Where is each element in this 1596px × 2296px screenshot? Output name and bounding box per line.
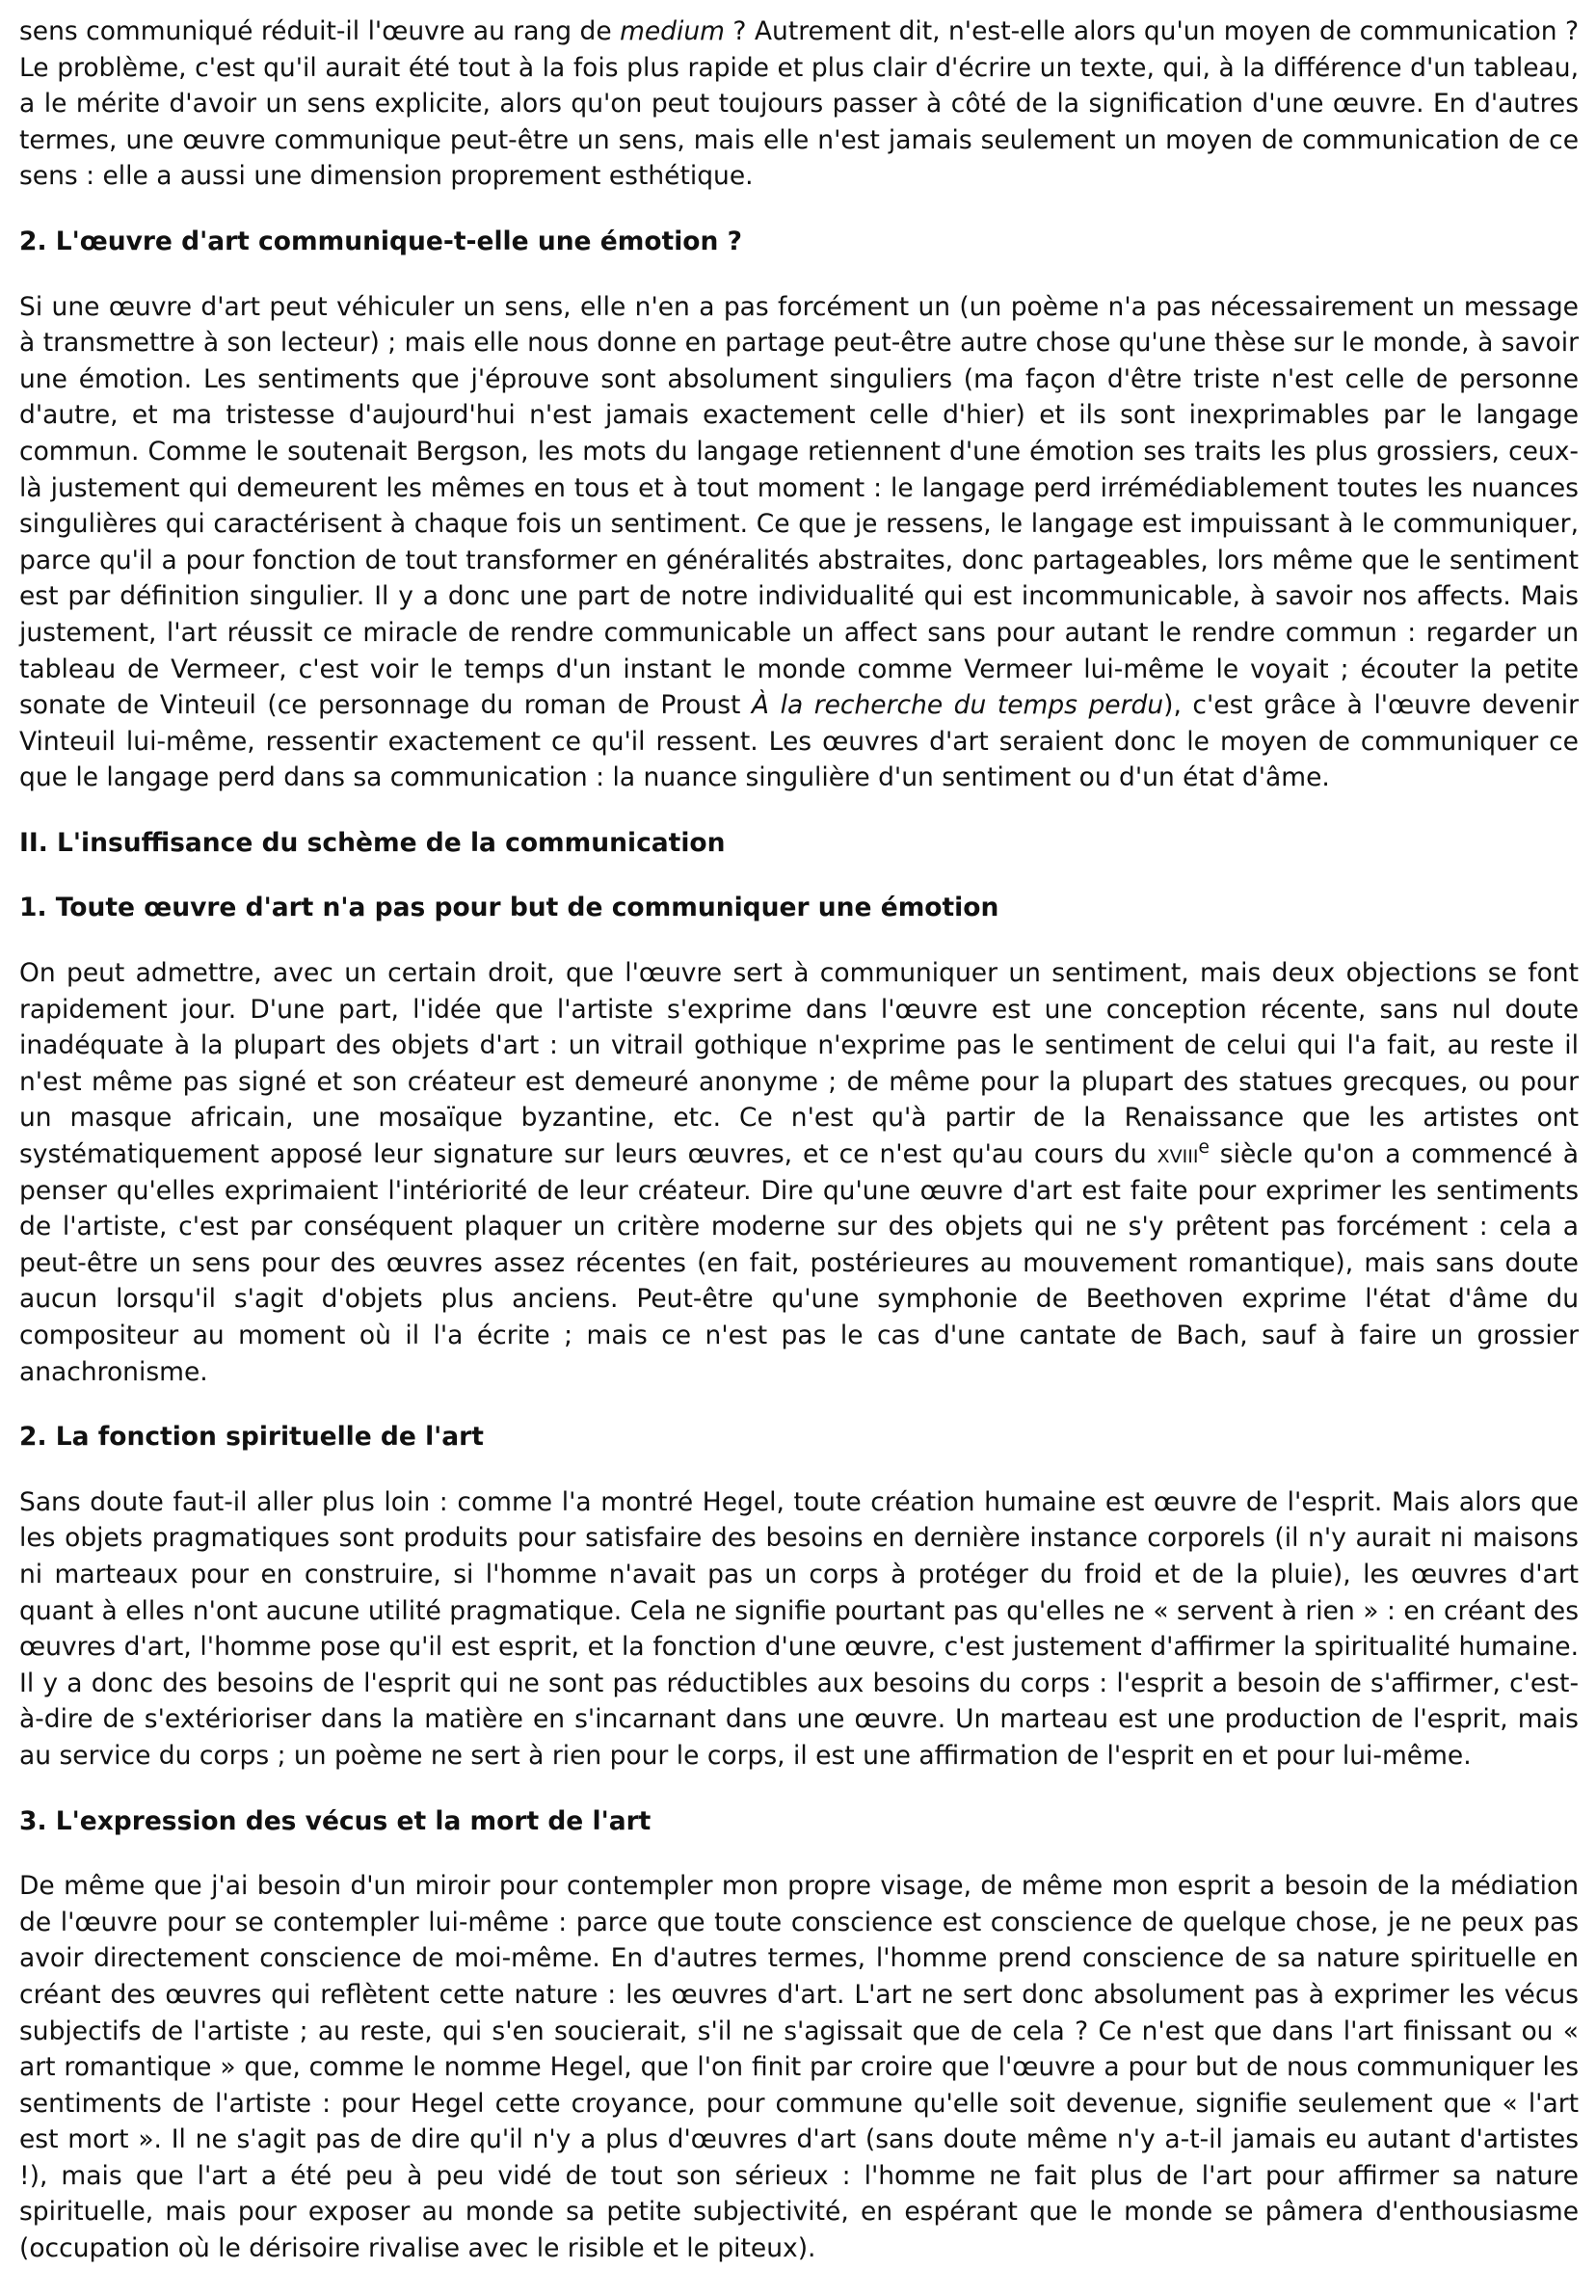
not-emotion-paragraph bbox=[19, 955, 1579, 1390]
emotion-book-title: À la recherche du temps perdu bbox=[751, 690, 1164, 721]
emotion-text-a: Si une œuvre d'art peut véhiculer un sens, elle n'en a pas forcément un (un poème n'a pas nécessairement un message à transmettre à son lecteur) ; mais elle nous donne en partage peut-être autre chose qu'une thèse sur le monde, à savoir une émotion. Les sentiments que j'éprouve sont absolument singuliers (ma façon d'être triste n'est celle de personne d'autre, et ma tristesse d'aujourd'hui n'est jamais exactement celle d'hier) et ils sont inexprimables par le langage commun. Comme le soutenait Bergson, les mots du langage retiennent d'une émotion ses traits les plus grossiers, ceux-là justement qui demeurent les mêmes en tous et à tout moment : le langage perd irrémédiablement toutes les nuances singulières qui caractérisent à chaque fois un sentiment. Ce que je ressens, le langage est impuissant à le communiquer, parce qu'il a pour fonction de tout transformer en généralités abstraites, donc partageables, lors même que le sentiment est par définition singulier. Il y a donc une part de notre individualité qui est incommunicable, à savoir nos affects. Mais justement, l'art réussit ce miracle de rendre communicable un affect sans pour autant le rendre commun : regarder un tableau de Vermeer, c'est voir le temps d'un instant le monde comme Vermeer lui-même le voyait ; écouter la petite sonate de Vinteuil (ce personnage du roman de Proust bbox=[19, 291, 1579, 721]
not-emotion-text-b: siècle qu'on a commencé à penser qu'elles exprimaient l'intériorité de leur créateur. Dire qu'une œuvre d'art est faite pour exprimer les sentiments de l'artiste, c'est par conséquent plaquer un critère moderne sur des objets qui ne s'y prêtent pas forcément : cela a peut-être un sens pour des œuvres assez récentes (en fait, postérieures au mouvement romantique), mais sans doute aucun lorsqu'il s'agit d'objets plus anciens. Peut-être qu'une symphonie de Beethoven exprime l'état d'âme du compositeur au moment où il l'a écrite ; mais ce n'est pas le cas d'une cantate de Bach, sauf à faire un grossier anachronisme. bbox=[19, 1139, 1579, 1387]
intro-text-b: ? Autrement dit, n'est-elle alors qu'un moyen de communication ? Le problème, c'est qu'il aurait été tout à la fois plus rapide et plus clair d'écrire un texte, qui, à la différence d'un tableau, a le mérite d'avoir un sens explicite, alors qu'on peut toujours passer à côté de la signification d'une œuvre. En d'autres termes, une œuvre communique peut-être un sens, mais elle n'est jamais seulement un moyen de communication de ce sens : elle a aussi une dimension proprement esthétique. bbox=[19, 16, 1580, 192]
emotion-paragraph bbox=[19, 289, 1579, 796]
century-numeral: xviii bbox=[1157, 1139, 1199, 1170]
intro-paragraph bbox=[19, 13, 1579, 195]
death-of-art-paragraph: De même que j'ai besoin d'un miroir pour contempler mon propre visage, de même mon esprit a besoin de la médiation de l'œuvre pour se contempler lui-même : parce que toute conscience est conscience de quelque chose, je ne peux pas avoir directement conscience de moi-même. En d'autres termes, l'homme prend conscience de sa nature spirituelle en créant des œuvres qui reflètent cette nature : les œuvres d'art. L'art ne sert donc absolument pas à exprimer les vécus subjectifs de l'artiste ; au reste, qui s'en soucierait, s'il ne s'agissait que de cela ? Ce n'est que dans l'art finissant ou « art romantique » que, comme le nomme Hegel, que l'on finit par croire que l'œuvre a pour but de nous communiquer les sentiments de l'artiste : pour Hegel cette croyance, pour commune qu'elle soit devenue, signifie seulement que « l'art est mort ». Il ne s'agit pas de dire qu'il n'y a plus d'œuvres d'art (sans doute même n'y a-t-il jamais eu autant d'artistes !), mais que l'art a été peu à peu vidé de tout son sérieux : l'homme ne fait plus de l'art pour affirmer sa nature spirituelle, mais pour exposer au monde sa petite subjectivité, en espérant que le monde se pâmera d'enthousiasme (occupation où le dérisoire rivalise avec le risible et le piteux). bbox=[19, 1871, 1579, 2264]
century-superscript: e bbox=[1198, 1137, 1210, 1159]
heading-not-emotion: 1. Toute œuvre d'art n'a pas pour but de communiquer une émotion bbox=[19, 893, 999, 923]
heading-part-two: II. L'insuffisance du schème de la communication bbox=[19, 827, 726, 858]
spiritual-paragraph: Sans doute faut-il aller plus loin : comme l'a montré Hegel, toute création humaine est œuvre de l'esprit. Mais alors que les objets pragmatiques sont produits pour satisfaire des besoins en dernière instance corporels (il n'y aurait ni maisons ni marteaux pour en construire, si l'homme n'avait pas un corps à protéger du froid et de la pluie), les œuvres d'art quant à elles n'ont aucune utilité pragmatique. Cela ne signifie pourtant pas qu'elles ne « servent à rien » : en créant des œuvres d'art, l'homme pose qu'il est esprit, et la fonction d'une œuvre, c'est justement d'affirmer la spiritualité humaine. Il y a donc des besoins de l'esprit qui ne sont pas réductibles aux besoins du corps : l'esprit a besoin de s'affirmer, c'est-à-dire de s'extérioriser dans la matière en s'incarnant dans une œuvre. Un marteau est une production de l'esprit, mais au service du corps ; un poème ne sert à rien pour le corps, il est une affirmation de l'esprit en et pour lui-même. bbox=[19, 1486, 1579, 1771]
document-page bbox=[19, 13, 1579, 2296]
heading-spiritual: 2. La fonction spirituelle de l'art bbox=[19, 1422, 484, 1453]
heading-death-of-art: 3. L'expression des vécus et la mort de l'art bbox=[19, 1805, 652, 1836]
not-emotion-text-a: On peut admettre, avec un certain droit, que l'œuvre sert à communiquer un sentiment, mais deux objections se font rapidement jour. D'une part, l'idée que l'artiste s'exprime dans l'œuvre est une conception récente, sans nul doute inadéquate à la plupart des objets d'art : un vitrail gothique n'exprime pas le sentiment de celui qui l'a fait, au reste il n'est même pas signé et son créateur est demeuré anonyme ; de même pour la plupart des statues grecques, ou pour un masque africain, une mosaïque byzantine, etc. Ce n'est qu'à partir de la Renaissance que les artistes ont systématiquement apposé leur signature sur leurs œuvres, et ce n'est qu'au cours du bbox=[19, 958, 1579, 1170]
intro-emphasis: medium bbox=[620, 16, 725, 46]
heading-emotion: 2. L'œuvre d'art communique-t-elle une émotion ? bbox=[19, 226, 742, 256]
intro-text-a: sens communiqué réduit-il l'œuvre au rang de bbox=[19, 16, 621, 46]
emotion-text-b: ), c'est grâce à l'œuvre devenir Vinteuil lui-même, ressentir exactement ce qu'il ressent. Les œuvres d'art seraient donc le moyen de communiquer ce que le langage perd dans sa communication : la nuance singulière d'un sentiment ou d'un état d'âme. bbox=[19, 690, 1579, 793]
